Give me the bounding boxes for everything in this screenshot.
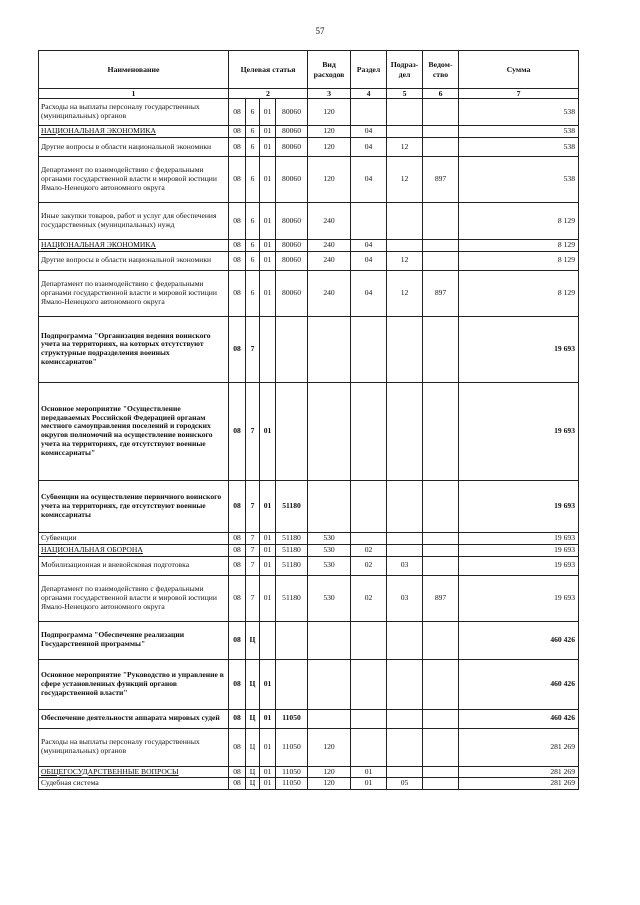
target-code-program: 08: [229, 575, 246, 621]
expense-type-cell: 530: [308, 556, 351, 575]
row-name-text: Расходы на выплаты персоналу государственных (муниципальных) органов: [41, 102, 200, 121]
row-name-text: Расходы на выплаты персоналу государственных (муниципальных) органов: [41, 737, 200, 756]
section-cell: [351, 480, 387, 532]
row-name: [39, 316, 229, 382]
target-code-event: 01: [260, 239, 276, 251]
target-code-subprogram: 6: [246, 202, 260, 239]
target-code-direction: 11050: [276, 778, 308, 790]
target-code-event: 01: [260, 728, 276, 766]
subsection-cell: [387, 126, 423, 138]
subsection-cell: 12: [387, 251, 423, 270]
department-cell: [423, 137, 459, 156]
section-cell: [351, 659, 387, 709]
row-name: [39, 270, 229, 316]
amount-cell: 8 129: [459, 202, 579, 239]
target-code-direction: 11050: [276, 728, 308, 766]
row-name-text: НАЦИОНАЛЬНАЯ ОБОРОНА: [41, 544, 143, 554]
department-cell: 897: [423, 270, 459, 316]
page-number: 57: [315, 26, 325, 36]
target-code-subprogram: Ц: [246, 659, 260, 709]
target-code-event: 01: [260, 766, 276, 778]
subsection-cell: 12: [387, 156, 423, 202]
target-code-event: 01: [260, 659, 276, 709]
section-cell: [351, 532, 387, 544]
target-code-subprogram: 7: [246, 575, 260, 621]
target-code-subprogram: 6: [246, 270, 260, 316]
target-code-event: [260, 621, 276, 659]
target-code-subprogram: Ц: [246, 766, 260, 778]
amount-cell: 19 693: [459, 316, 579, 382]
target-code-program: 08: [229, 270, 246, 316]
target-code-program: 08: [229, 766, 246, 778]
target-code-event: 01: [260, 709, 276, 728]
row-name-text: Подпрограмма "Обеспечение реализации Государственной программы": [41, 630, 185, 649]
table-row: [39, 778, 579, 790]
subsection-cell: [387, 239, 423, 251]
target-code-program: 08: [229, 621, 246, 659]
row-name: [39, 709, 229, 728]
target-code-event: 01: [260, 382, 276, 480]
amount-cell: 538: [459, 99, 579, 126]
amount-cell: 538: [459, 126, 579, 138]
row-name: [39, 202, 229, 239]
section-cell: [351, 728, 387, 766]
target-code-event: 01: [260, 270, 276, 316]
department-cell: [423, 126, 459, 138]
target-code-event: 01: [260, 137, 276, 156]
header-subsection: Подраз-дел: [387, 51, 423, 89]
subsection-cell: 12: [387, 270, 423, 316]
subsection-cell: 03: [387, 556, 423, 575]
amount-cell: 8 129: [459, 251, 579, 270]
table-row: [39, 382, 579, 480]
target-code-direction: [276, 621, 308, 659]
section-cell: 04: [351, 270, 387, 316]
target-code-program: 08: [229, 544, 246, 556]
expense-type-cell: 120: [308, 156, 351, 202]
table-row: [39, 480, 579, 532]
department-cell: [423, 659, 459, 709]
row-name-text: Другие вопросы в области национальной экономики: [41, 255, 212, 265]
row-name: [39, 544, 229, 556]
target-code-event: [260, 316, 276, 382]
row-name: [39, 156, 229, 202]
section-cell: 02: [351, 544, 387, 556]
target-code-subprogram: Ц: [246, 728, 260, 766]
department-cell: [423, 251, 459, 270]
subsection-cell: [387, 766, 423, 778]
target-code-program: 08: [229, 728, 246, 766]
target-code-program: 08: [229, 202, 246, 239]
column-number: 3: [308, 89, 351, 99]
row-name-text: Основное мероприятие "Руководство и управление в сфере установленных функций органов государственной власти": [41, 669, 224, 697]
department-cell: [423, 709, 459, 728]
target-code-program: 08: [229, 156, 246, 202]
row-name: [39, 126, 229, 138]
target-code-program: 08: [229, 480, 246, 532]
section-cell: [351, 621, 387, 659]
row-name: [39, 251, 229, 270]
row-name: [39, 778, 229, 790]
table-row: [39, 316, 579, 382]
department-cell: [423, 316, 459, 382]
target-code-subprogram: 6: [246, 137, 260, 156]
amount-cell: 19 693: [459, 532, 579, 544]
target-code-program: 08: [229, 778, 246, 790]
expense-type-cell: 120: [308, 137, 351, 156]
subsection-cell: 12: [387, 137, 423, 156]
subsection-cell: [387, 659, 423, 709]
department-cell: [423, 778, 459, 790]
target-code-subprogram: 6: [246, 156, 260, 202]
target-code-subprogram: 7: [246, 544, 260, 556]
section-cell: [351, 316, 387, 382]
target-code-event: 01: [260, 156, 276, 202]
subsection-cell: [387, 480, 423, 532]
amount-cell: 281 269: [459, 766, 579, 778]
row-name: [39, 728, 229, 766]
target-code-subprogram: 7: [246, 532, 260, 544]
target-code-program: 08: [229, 709, 246, 728]
section-cell: 02: [351, 575, 387, 621]
table-row: [39, 659, 579, 709]
column-number: 1: [39, 89, 229, 99]
row-name: [39, 480, 229, 532]
table-row: [39, 556, 579, 575]
target-code-event: 01: [260, 126, 276, 138]
row-name-text: Департамент по взаимодействию с федеральными органами государственной власти и мировой юстиции Ямало-Ненецкого автономного округа: [41, 165, 217, 192]
table-row: [39, 156, 579, 202]
target-code-program: 08: [229, 99, 246, 126]
expense-type-cell: 120: [308, 778, 351, 790]
row-name: [39, 575, 229, 621]
target-code-event: 01: [260, 778, 276, 790]
department-cell: [423, 556, 459, 575]
amount-cell: 281 269: [459, 728, 579, 766]
section-cell: 04: [351, 156, 387, 202]
row-name-text: ОБЩЕГОСУДАРСТВЕННЫЕ ВОПРОСЫ: [41, 766, 179, 776]
header-department: Ведом-ство: [423, 51, 459, 89]
row-name: [39, 556, 229, 575]
target-code-direction: 80060: [276, 270, 308, 316]
subsection-cell: 03: [387, 575, 423, 621]
target-code-event: 01: [260, 251, 276, 270]
row-name: [39, 137, 229, 156]
expense-type-cell: 530: [308, 532, 351, 544]
target-code-subprogram: 7: [246, 556, 260, 575]
target-code-direction: 80060: [276, 156, 308, 202]
table-row: [39, 728, 579, 766]
target-code-subprogram: 7: [246, 480, 260, 532]
expense-type-cell: [308, 659, 351, 709]
target-code-direction: 80060: [276, 126, 308, 138]
header-amount: Сумма: [459, 51, 579, 89]
section-cell: [351, 99, 387, 126]
subsection-cell: [387, 532, 423, 544]
row-name-text: НАЦИОНАЛЬНАЯ ЭКОНОМИКА: [41, 239, 156, 249]
section-cell: 04: [351, 239, 387, 251]
row-name-text: Судебная система: [41, 778, 99, 788]
target-code-direction: [276, 316, 308, 382]
expense-type-cell: 120: [308, 728, 351, 766]
amount-cell: 281 269: [459, 778, 579, 790]
expense-type-cell: [308, 382, 351, 480]
row-name-text: Другие вопросы в области национальной экономики: [41, 141, 212, 151]
section-cell: 02: [351, 556, 387, 575]
department-cell: [423, 480, 459, 532]
expense-type-cell: 530: [308, 575, 351, 621]
table-row: [39, 99, 579, 126]
target-code-direction: 80060: [276, 99, 308, 126]
table-row: [39, 137, 579, 156]
target-code-program: 08: [229, 251, 246, 270]
table-row: [39, 575, 579, 621]
target-code-subprogram: 7: [246, 316, 260, 382]
department-cell: 897: [423, 156, 459, 202]
row-name-text: Субвенции: [41, 532, 77, 542]
target-code-event: 01: [260, 532, 276, 544]
column-number: 2: [229, 89, 308, 99]
section-cell: [351, 202, 387, 239]
target-code-direction: 80060: [276, 202, 308, 239]
subsection-cell: [387, 544, 423, 556]
department-cell: [423, 728, 459, 766]
target-code-direction: 51180: [276, 544, 308, 556]
target-code-direction: [276, 659, 308, 709]
department-cell: [423, 766, 459, 778]
table-row: [39, 621, 579, 659]
target-code-subprogram: Ц: [246, 778, 260, 790]
table-row: [39, 239, 579, 251]
subsection-cell: [387, 202, 423, 239]
target-code-subprogram: 7: [246, 382, 260, 480]
target-code-program: 08: [229, 556, 246, 575]
subsection-cell: [387, 316, 423, 382]
amount-cell: 460 426: [459, 659, 579, 709]
expense-type-cell: [308, 316, 351, 382]
row-name: [39, 659, 229, 709]
amount-cell: 19 693: [459, 480, 579, 532]
row-name: [39, 532, 229, 544]
target-code-subprogram: 6: [246, 126, 260, 138]
subsection-cell: [387, 621, 423, 659]
expense-type-cell: 120: [308, 126, 351, 138]
target-code-event: 01: [260, 556, 276, 575]
target-code-direction: [276, 382, 308, 480]
target-code-subprogram: 6: [246, 239, 260, 251]
header-target-article: Целевая статья: [229, 51, 308, 89]
expense-type-cell: 530: [308, 544, 351, 556]
department-cell: [423, 99, 459, 126]
amount-cell: 538: [459, 156, 579, 202]
row-name-text: Обеспечение деятельности аппарата мировых судей: [41, 713, 220, 723]
subsection-cell: [387, 728, 423, 766]
subsection-cell: 05: [387, 778, 423, 790]
target-code-event: 01: [260, 99, 276, 126]
target-code-program: 08: [229, 316, 246, 382]
section-cell: 01: [351, 778, 387, 790]
target-code-direction: 80060: [276, 137, 308, 156]
target-code-event: 01: [260, 575, 276, 621]
target-code-program: 08: [229, 239, 246, 251]
budget-table: [38, 50, 579, 790]
row-name: [39, 766, 229, 778]
target-code-event: 01: [260, 480, 276, 532]
amount-cell: 19 693: [459, 544, 579, 556]
expense-type-cell: [308, 480, 351, 532]
department-cell: [423, 621, 459, 659]
header-name: Наименование: [39, 51, 229, 89]
target-code-subprogram: 6: [246, 99, 260, 126]
section-cell: 04: [351, 137, 387, 156]
table-row: [39, 766, 579, 778]
amount-cell: 19 693: [459, 575, 579, 621]
target-code-direction: 11050: [276, 766, 308, 778]
expense-type-cell: 240: [308, 239, 351, 251]
column-number: 5: [387, 89, 423, 99]
expense-type-cell: 240: [308, 202, 351, 239]
subsection-cell: [387, 382, 423, 480]
header-section: Раздел: [351, 51, 387, 89]
target-code-event: 01: [260, 544, 276, 556]
department-cell: [423, 239, 459, 251]
amount-cell: 538: [459, 137, 579, 156]
section-cell: 01: [351, 766, 387, 778]
section-cell: [351, 382, 387, 480]
row-name: [39, 239, 229, 251]
table-row: [39, 251, 579, 270]
target-code-direction: 51180: [276, 556, 308, 575]
row-name-text: Основное мероприятие "Осуществление передаваемых Российской Федерацией органам местного самоуправления поселений и городских округов полномочий на осуществление воинского учета на территориях, где отсутствуют военные комиссариаты": [41, 403, 213, 458]
expense-type-cell: 240: [308, 251, 351, 270]
header-expense-type: Вид расходов: [308, 51, 351, 89]
subsection-cell: [387, 709, 423, 728]
expense-type-cell: 240: [308, 270, 351, 316]
target-code-program: 08: [229, 126, 246, 138]
expense-type-cell: 120: [308, 99, 351, 126]
expense-type-cell: 120: [308, 766, 351, 778]
target-code-direction: 80060: [276, 251, 308, 270]
row-name: [39, 99, 229, 126]
row-name-text: Департамент по взаимодействию с федеральными органами государственной власти и мировой юстиции Ямало-Ненецкого автономного округа: [41, 279, 217, 306]
amount-cell: 19 693: [459, 382, 579, 480]
subsection-cell: [387, 99, 423, 126]
target-code-event: 01: [260, 202, 276, 239]
table-row: [39, 709, 579, 728]
department-cell: [423, 202, 459, 239]
expense-type-cell: [308, 709, 351, 728]
target-code-direction: 51180: [276, 532, 308, 544]
row-name-text: НАЦИОНАЛЬНАЯ ЭКОНОМИКА: [41, 126, 156, 136]
section-cell: 04: [351, 251, 387, 270]
target-code-direction: 80060: [276, 239, 308, 251]
expense-type-cell: [308, 621, 351, 659]
section-cell: 04: [351, 126, 387, 138]
column-number: 6: [423, 89, 459, 99]
table-row: [39, 202, 579, 239]
amount-cell: 460 426: [459, 621, 579, 659]
target-code-direction: 51180: [276, 575, 308, 621]
row-name-text: Иные закупки товаров, работ и услуг для обеспечения государственных (муниципальных) нужд: [41, 211, 217, 229]
row-name: [39, 621, 229, 659]
target-code-subprogram: 6: [246, 251, 260, 270]
amount-cell: 19 693: [459, 556, 579, 575]
row-name-text: Субвенции на осуществление первичного воинского учета на территориях, где отсутствуют военные комиссариаты: [41, 492, 222, 519]
amount-cell: 8 129: [459, 270, 579, 316]
department-cell: [423, 382, 459, 480]
row-name-text: Мобилизационная и вневойсковая подготовка: [41, 560, 190, 570]
target-code-program: 08: [229, 659, 246, 709]
target-code-direction: 51180: [276, 480, 308, 532]
target-code-program: 08: [229, 382, 246, 480]
target-code-direction: 11050: [276, 709, 308, 728]
table-row: [39, 126, 579, 138]
target-code-subprogram: Ц: [246, 709, 260, 728]
table-row: [39, 544, 579, 556]
column-number-row: [39, 89, 579, 99]
department-cell: [423, 544, 459, 556]
amount-cell: 460 426: [459, 709, 579, 728]
target-code-program: 08: [229, 532, 246, 544]
table-row: [39, 270, 579, 316]
table-row: [39, 532, 579, 544]
target-code-subprogram: Ц: [246, 621, 260, 659]
column-number: 7: [459, 89, 579, 99]
row-name-text: Департамент по взаимодействию с федеральными органами государственной власти и мировой юстиции Ямало-Ненецкого автономного округа: [41, 583, 217, 611]
header-row: [39, 51, 579, 89]
amount-cell: 8 129: [459, 239, 579, 251]
department-cell: [423, 532, 459, 544]
row-name: [39, 382, 229, 480]
target-code-program: 08: [229, 137, 246, 156]
department-cell: 897: [423, 575, 459, 621]
section-cell: [351, 709, 387, 728]
column-number: 4: [351, 89, 387, 99]
row-name-text: Подпрограмма "Организация ведения воинского учета на территориях, на которых отсутствуют структурные подразделения военных комиссариатов": [41, 330, 211, 367]
